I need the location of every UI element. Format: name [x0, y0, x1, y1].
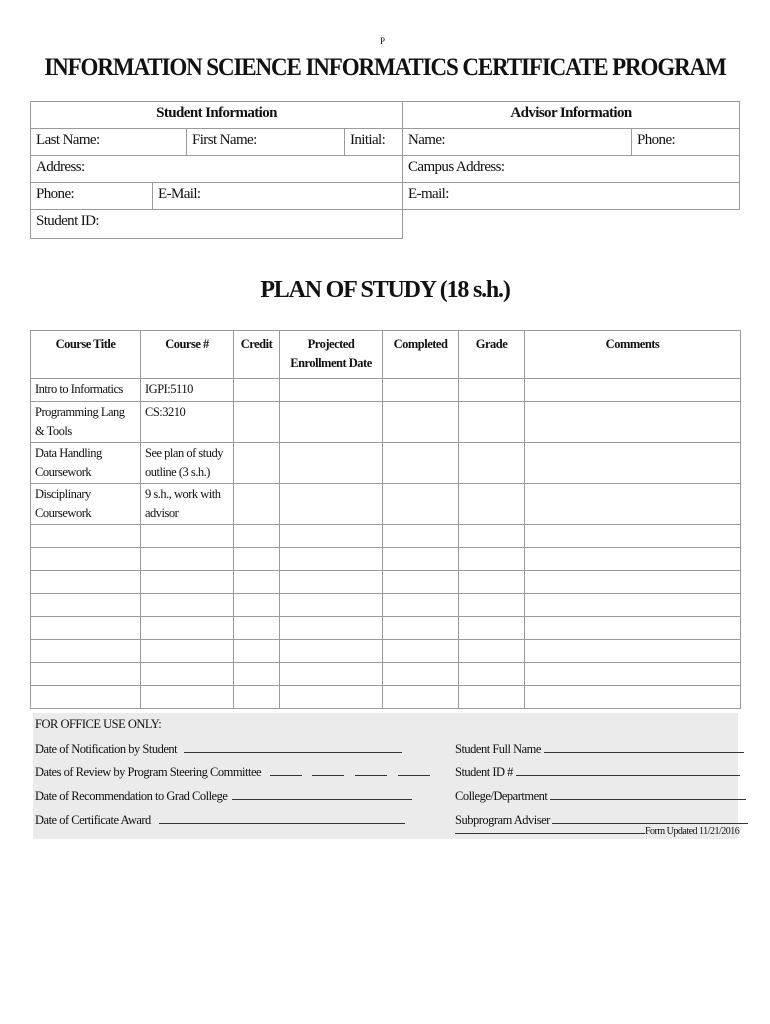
cell-comments[interactable] — [525, 443, 741, 484]
full-name-label: Student Full Name — [455, 742, 541, 756]
college-blank[interactable] — [550, 787, 746, 800]
cell-grade[interactable] — [459, 686, 525, 709]
certificate-label: Date of Certificate Award — [35, 813, 151, 827]
cell-comments[interactable] — [525, 525, 741, 548]
cell-credit[interactable] — [234, 443, 280, 484]
col-credit: Credit — [234, 331, 280, 379]
col-projected-enrollment: Projected Enrollment Date — [280, 331, 383, 379]
recommendation-label: Date of Recommendation to Grad College — [35, 789, 228, 803]
cell-completed[interactable] — [383, 663, 459, 686]
notification-blank[interactable] — [184, 740, 402, 753]
cell-completed[interactable] — [383, 640, 459, 663]
cell-projected-enrollment[interactable] — [280, 640, 383, 663]
review-blank-4[interactable] — [398, 763, 430, 776]
subprogram-label: Subprogram Adviser — [455, 813, 550, 827]
cell-comments[interactable] — [525, 686, 741, 709]
cell-grade[interactable] — [459, 379, 525, 402]
cell-credit[interactable] — [234, 640, 280, 663]
cell-credit[interactable] — [234, 484, 280, 525]
cell-comments[interactable] — [525, 594, 741, 617]
cell-projected-enrollment[interactable] — [280, 525, 383, 548]
cell-course-number[interactable] — [141, 548, 234, 571]
plan-header-row — [31, 331, 741, 379]
advisor-phone-field[interactable]: Phone: — [631, 128, 740, 156]
form-updated-line — [455, 823, 739, 837]
page-title: INFORMATION SCIENCE INFORMATICS CERTIFICATE PROGRAM — [44, 54, 726, 81]
initial-field[interactable]: Initial: — [344, 128, 403, 156]
cell-projected-enrollment[interactable] — [280, 443, 383, 484]
table-row — [31, 594, 741, 617]
cell-grade[interactable] — [459, 663, 525, 686]
cell-credit[interactable] — [234, 571, 280, 594]
cell-completed[interactable] — [383, 402, 459, 443]
campus-address-field[interactable]: Campus Address: — [402, 155, 740, 183]
college-label: College/Department — [455, 789, 548, 803]
cell-comments[interactable] — [525, 617, 741, 640]
certificate-blank[interactable] — [159, 811, 405, 824]
info-table — [30, 101, 740, 239]
table-row — [31, 548, 741, 571]
table-row — [31, 640, 741, 663]
form-updated-rule — [455, 823, 645, 834]
first-name-field[interactable]: First Name: — [186, 128, 345, 156]
cell-comments[interactable] — [525, 663, 741, 686]
cell-course-number[interactable] — [141, 525, 234, 548]
cell-credit[interactable] — [234, 525, 280, 548]
cell-course-number[interactable] — [141, 640, 234, 663]
cell-completed[interactable] — [383, 571, 459, 594]
cell-projected-enrollment[interactable] — [280, 663, 383, 686]
review-label: Dates of Review by Program Steering Committee — [35, 765, 262, 779]
cell-course-title[interactable] — [31, 571, 141, 594]
cell-projected-enrollment[interactable] — [280, 402, 383, 443]
table-row — [31, 443, 741, 484]
cell-credit[interactable] — [234, 663, 280, 686]
cell-credit[interactable] — [234, 402, 280, 443]
col-comments: Comments — [525, 331, 741, 379]
student-phone-field[interactable]: Phone: — [30, 182, 153, 210]
office-use-section — [33, 713, 738, 839]
table-row — [31, 617, 741, 640]
recommendation-blank[interactable] — [232, 787, 412, 800]
col-course-number: Course # — [141, 331, 234, 379]
cell-course-number[interactable]: See plan of study outline (3 s.h.) — [141, 443, 234, 484]
col-grade: Grade — [459, 331, 525, 379]
address-field[interactable]: Address: — [30, 155, 403, 183]
table-row — [31, 525, 741, 548]
cell-course-number[interactable]: CS:3210 — [141, 402, 234, 443]
page-marker: P — [380, 36, 386, 46]
cell-course-title[interactable] — [31, 663, 141, 686]
cell-projected-enrollment[interactable] — [280, 594, 383, 617]
cell-grade[interactable] — [459, 525, 525, 548]
review-blank-1[interactable] — [270, 763, 302, 776]
cell-grade[interactable] — [459, 484, 525, 525]
cell-course-title[interactable] — [31, 640, 141, 663]
notification-date-line[interactable] — [35, 740, 402, 757]
advisor-email-field[interactable]: E-mail: — [402, 182, 740, 210]
cell-completed[interactable] — [383, 686, 459, 709]
office-use-heading: FOR OFFICE USE ONLY: — [35, 717, 162, 731]
advisor-info-heading: Advisor Information — [402, 101, 740, 129]
table-row — [31, 686, 741, 709]
plan-title: PLAN OF STUDY (18 s.h.) — [260, 277, 510, 303]
cell-course-title[interactable] — [31, 594, 141, 617]
col-course-title: Course Title — [31, 331, 141, 379]
cell-grade[interactable] — [459, 402, 525, 443]
cell-completed[interactable] — [383, 617, 459, 640]
review-dates-line[interactable] — [35, 763, 430, 780]
table-row — [31, 571, 741, 594]
cell-grade[interactable] — [459, 640, 525, 663]
cell-projected-enrollment[interactable] — [280, 484, 383, 525]
college-line[interactable] — [455, 787, 746, 804]
cell-grade[interactable] — [459, 443, 525, 484]
form-updated-text: Form Updated 11/21/2016 — [645, 826, 740, 837]
office-student-id-blank[interactable] — [516, 763, 740, 776]
cell-course-title[interactable] — [31, 548, 141, 571]
notification-label: Date of Notification by Student — [35, 742, 178, 756]
cell-course-number[interactable] — [141, 594, 234, 617]
review-blank-3[interactable] — [355, 763, 387, 776]
cell-comments[interactable] — [525, 571, 741, 594]
cell-course-number[interactable] — [141, 686, 234, 709]
cell-completed[interactable] — [383, 594, 459, 617]
cell-comments[interactable] — [525, 548, 741, 571]
student-info-heading: Student Information — [30, 101, 403, 129]
cell-credit[interactable] — [234, 594, 280, 617]
cell-course-title[interactable] — [31, 617, 141, 640]
cell-credit[interactable] — [234, 686, 280, 709]
review-blank-2[interactable] — [312, 763, 344, 776]
cell-grade[interactable] — [459, 617, 525, 640]
cell-credit[interactable] — [234, 617, 280, 640]
full-name-line[interactable] — [455, 740, 744, 757]
cell-course-title[interactable]: Disciplinary Coursework — [31, 484, 141, 525]
cell-completed[interactable] — [383, 484, 459, 525]
cell-projected-enrollment[interactable] — [280, 571, 383, 594]
student-id-field[interactable]: Student ID: — [30, 209, 403, 239]
table-row — [31, 484, 741, 525]
table-row — [31, 663, 741, 686]
cell-completed[interactable] — [383, 379, 459, 402]
cell-course-title[interactable] — [31, 686, 141, 709]
cell-course-title[interactable]: Data Handling Coursework — [31, 443, 141, 484]
recommendation-date-line[interactable] — [35, 787, 412, 804]
cell-credit[interactable] — [234, 548, 280, 571]
col-completed: Completed — [383, 331, 459, 379]
cell-course-number[interactable] — [141, 663, 234, 686]
cell-course-title[interactable] — [31, 525, 141, 548]
cell-course-title[interactable]: Programming Lang & Tools — [31, 402, 141, 443]
cell-completed[interactable] — [383, 525, 459, 548]
cell-course-number[interactable] — [141, 617, 234, 640]
table-row — [31, 402, 741, 443]
plan-of-study-table — [30, 330, 741, 709]
cell-projected-enrollment[interactable] — [280, 686, 383, 709]
advisor-name-field[interactable]: Name: — [402, 128, 632, 156]
cell-course-number[interactable]: IGPI:5110 — [141, 379, 234, 402]
office-student-id-line[interactable] — [455, 763, 740, 780]
cell-grade[interactable] — [459, 594, 525, 617]
cell-projected-enrollment[interactable] — [280, 548, 383, 571]
table-row — [31, 379, 741, 402]
cell-comments[interactable] — [525, 402, 741, 443]
cell-credit[interactable] — [234, 379, 280, 402]
cell-comments[interactable] — [525, 484, 741, 525]
cell-course-number[interactable] — [141, 571, 234, 594]
last-name-field[interactable]: Last Name: — [30, 128, 187, 156]
cell-comments[interactable] — [525, 640, 741, 663]
cell-course-number[interactable]: 9 s.h., work with advisor — [141, 484, 234, 525]
cell-projected-enrollment[interactable] — [280, 379, 383, 402]
cell-completed[interactable] — [383, 443, 459, 484]
cell-grade[interactable] — [459, 571, 525, 594]
certificate-date-line[interactable] — [35, 811, 405, 828]
full-name-blank[interactable] — [544, 740, 744, 753]
cell-projected-enrollment[interactable] — [280, 617, 383, 640]
office-student-id-label: Student ID # — [455, 765, 513, 779]
student-email-field[interactable]: E-Mail: — [152, 182, 403, 210]
cell-completed[interactable] — [383, 548, 459, 571]
cell-course-title[interactable]: Intro to Informatics — [31, 379, 141, 402]
cell-grade[interactable] — [459, 548, 525, 571]
cell-comments[interactable] — [525, 379, 741, 402]
